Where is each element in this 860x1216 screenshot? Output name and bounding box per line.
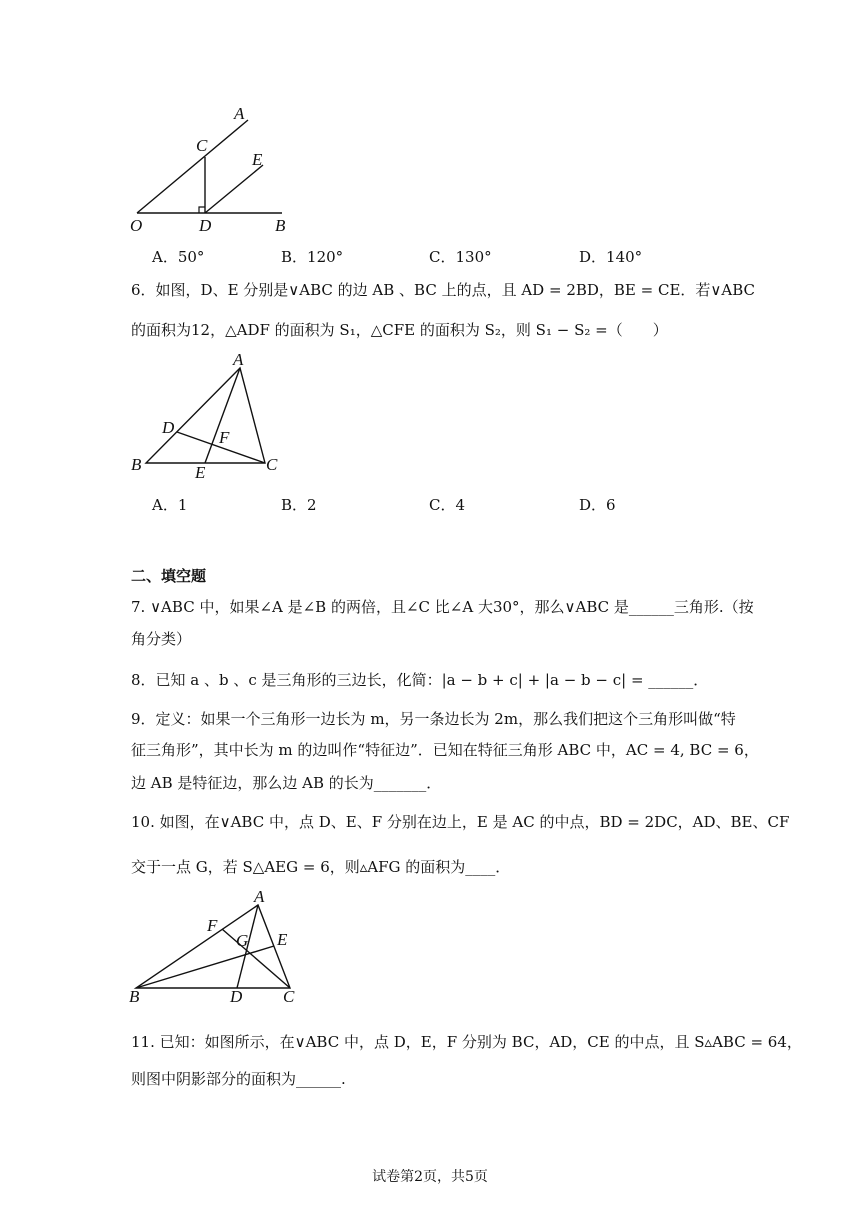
q10-label-c: C bbox=[283, 987, 295, 1006]
section-title-fill-in: 二、填空题 bbox=[131, 567, 207, 585]
q9-line2: 征三角形”，其中长为 m 的边叫作“特征边”．已知在特征三角形 ABC 中，AC = 4, BC = 6， bbox=[131, 741, 759, 759]
q5-option-a[interactable]: A．50° bbox=[152, 248, 205, 266]
q9-line3: 边 AB 是特征边，那么边 AB 的长为_______． bbox=[131, 774, 442, 792]
segment-be bbox=[136, 946, 274, 988]
label-b: B bbox=[275, 216, 286, 235]
q10-label-g: G bbox=[236, 931, 249, 950]
q6-label-d: D bbox=[162, 418, 175, 437]
q10-line2: 交于一点 G，若 S△AEG = 6，则▵AFG 的面积为____． bbox=[131, 858, 511, 876]
q10-line1: 10. 如图，在∨ABC 中，点 D、E、F 分别在边上，E 是 AC 的中点，BD = 2DC，AD、BE、CF bbox=[131, 813, 790, 831]
q6-label-f: F bbox=[219, 428, 230, 447]
q11-line1: 11. 已知：如图所示，在∨ABC 中，点 D，E，F 分别为 BC，AD，CE 的中点，且 S▵ABC = 64， bbox=[131, 1033, 802, 1051]
label-d: D bbox=[199, 216, 212, 235]
q10-label-f: F bbox=[207, 916, 218, 935]
q6-option-c[interactable]: C．4 bbox=[429, 496, 466, 514]
label-e: E bbox=[252, 150, 263, 169]
q6-label-e: E bbox=[195, 463, 206, 482]
q6-option-b[interactable]: B．2 bbox=[281, 496, 317, 514]
q8-line1: 8．已知 a 、b 、c 是三角形的三边长，化简：|a − b + c| + |a − b − c| = ______． bbox=[131, 671, 709, 689]
q6-label-c: C bbox=[266, 455, 278, 474]
q10-label-e: E bbox=[277, 930, 288, 949]
q7-line1: 7. ∨ABC 中，如果∠A 是∠B 的两倍，且∠C 比∠A 大30°，那么∨ABC 是______三角形.（按 bbox=[131, 598, 754, 616]
q11-line2: 则图中阴影部分的面积为______. bbox=[131, 1070, 346, 1088]
q7-line2: 角分类） bbox=[131, 630, 192, 648]
q6-label-a: A bbox=[233, 350, 244, 369]
q5-option-c[interactable]: C．130° bbox=[429, 248, 492, 266]
q10-label-d: D bbox=[230, 987, 243, 1006]
q6-option-a[interactable]: A．1 bbox=[152, 496, 188, 514]
q5-option-d[interactable]: D．140° bbox=[579, 248, 643, 266]
q9-line1: 9．定义：如果一个三角形一边长为 m，另一条边长为 2m，那么我们把这个三角形叫做“特 bbox=[131, 710, 736, 728]
label-a: A bbox=[234, 104, 245, 123]
q6-option-d[interactable]: D．6 bbox=[579, 496, 616, 514]
q5-option-b[interactable]: B．120° bbox=[281, 248, 344, 266]
q10-label-a: A bbox=[254, 887, 265, 906]
label-o: O bbox=[130, 216, 143, 235]
q10-label-b: B bbox=[129, 987, 140, 1006]
label-c: C bbox=[196, 136, 208, 155]
q6-label-b: B bbox=[131, 455, 142, 474]
q6-stem-line1: 6．如图，D、E 分别是∨ABC 的边 AB 、BC 上的点，且 AD = 2BD，BE = CE．若∨ABC bbox=[131, 281, 756, 299]
q6-stem-line2: 的面积为12，△ADF 的面积为 S₁，△CFE 的面积为 S₂，则 S₁ − S₂ =（ ） bbox=[131, 321, 668, 339]
page-footer: 试卷第2页，共5页 bbox=[372, 1169, 488, 1185]
